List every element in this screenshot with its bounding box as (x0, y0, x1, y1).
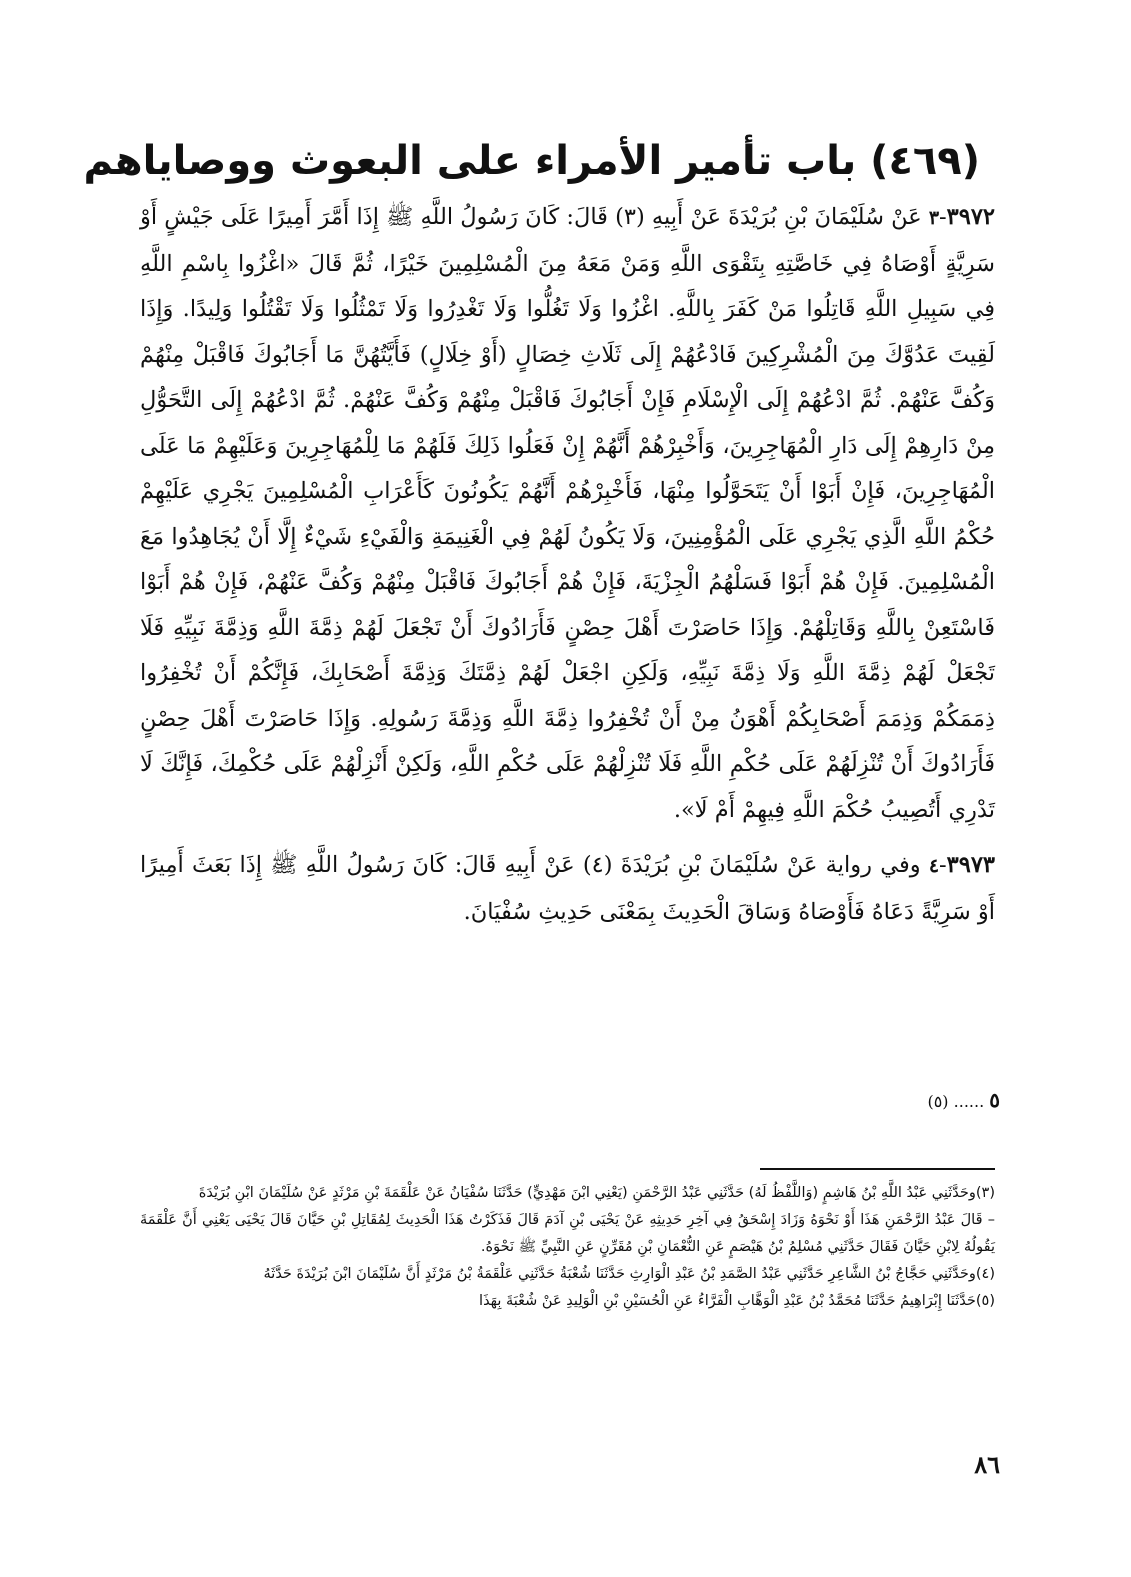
chapter-title: (٤٦٩) باب تأمير الأمراء على البعوث ووصاياهم (83, 137, 980, 184)
hadith-3972 (140, 195, 995, 833)
hadith-number: ٣٩٧٣ (946, 852, 995, 878)
main-text (140, 195, 995, 941)
continuation-dots: ...... (953, 1092, 985, 1111)
continuation-marker (820, 1085, 1000, 1117)
continuation-note-ref: (٥) (927, 1092, 949, 1111)
footnote: – قَالَ عَبْدُ الرَّحْمَنِ هَذَا أَوْ نَحْوَهُ وَزَادَ إِسْحَقُ فِي آخِرِ حَدِيثِهِ عَنْ يَحْيَى بْنِ آدَمَ قَالَ فَذَكَرْتُ هَذَا الْحَدِيثَ لِمُقَاتِلِ بْنِ حَيَّانَ قَالَ يَحْيَى يَعْنِي أَنَّ عَلْقَمَةَ يَقُولُهُ لِابْنِ حَيَّانَ فَقَالَ حَدَّثَنِي مُسْلِمُ بْنُ هَيْصَمٍ عَنِ النُّعْمَانِ بْنِ مُقَرِّنٍ عَنِ النَّبِيِّ ﷺ نَحْوَهُ. (140, 1212, 995, 1255)
hadith-3973 (140, 843, 995, 935)
dash: - (939, 204, 947, 230)
dash: - (939, 852, 947, 878)
footnote: (٤)وحَدَّثَنِي حَجَّاجُ بْنُ الشَّاعِرِ حَدَّثَنِي عَبْدُ الصَّمَدِ بْنُ عَبْدِ الْوَارِثِ حَدَّثَنَا شُعْبَةُ حَدَّثَنِي عَلْقَمَةُ بْنُ مَرْثَدٍ أَنَّ سُلَيْمَانَ ابْنَ بُرَيْدَةَ حَدَّثَهُ (263, 1266, 995, 1282)
hadith-text: عَنْ سُلَيْمَانَ بْنِ بُرَيْدَةَ عَنْ أَبِيهِ (٣) قَالَ: كَانَ رَسُولُ اللَّهِ ﷺ إِذَا أَمَّرَ أَمِيرًا عَلَى جَيْشٍ أَوْ سَرِيَّةٍ أَوْصَاهُ فِي خَاصَّتِهِ بِتَقْوَى اللَّهِ وَمَنْ مَعَهُ مِنَ الْمُسْلِمِينَ خَيْرًا، ثُمَّ قَالَ «اغْزُوا بِاسْمِ اللَّهِ فِي سَبِيلِ اللَّهِ قَاتِلُوا مَنْ كَفَرَ بِاللَّهِ. اغْزُوا وَلَا تَغُلُّوا وَلَا تَغْدِرُوا وَلَا تَمْثُلُوا وَلَا تَقْتُلُوا وَلِيدًا. وَإِذَا لَقِيتَ عَدُوَّكَ مِنَ الْمُشْرِكِينَ فَادْعُهُمْ إِلَى ثَلَاثِ خِصَالٍ (أَوْ خِلَالٍ) فَأَيَّتُهُنَّ مَا أَجَابُوكَ فَاقْبَلْ مِنْهُمْ وَكُفَّ عَنْهُمْ. ثُمَّ ادْعُهُمْ إِلَى الْإِسْلَامِ فَإِنْ أَجَابُوكَ فَاقْبَلْ مِنْهُمْ وَكُفَّ عَنْهُمْ. ثُمَّ ادْعُهُمْ إِلَى التَّحَوُّلِ مِنْ دَارِهِمْ إِلَى دَارِ الْمُهَاجِرِينَ، وَأَخْبِرْهُمْ أَنَّهُمْ إِنْ فَعَلُوا ذَلِكَ فَلَهُمْ مَا لِلْمُهَاجِرِينَ وَعَلَيْهِمْ مَا عَلَى الْمُهَاجِرِينَ، فَإِنْ أَبَوْا أَنْ يَتَحَوَّلُوا مِنْهَا، فَأَخْبِرْهُمْ أَنَّهُمْ يَكُونُونَ كَأَعْرَابِ الْمُسْلِمِينَ يَجْرِي عَلَيْهِمْ حُكْمُ اللَّهِ الَّذِي يَجْرِي عَلَى الْمُؤْمِنِينَ، وَلَا يَكُونُ لَهُمْ فِي الْغَنِيمَةِ وَالْفَيْءِ شَيْءٌ إِلَّا أَنْ يُجَاهِدُوا مَعَ الْمُسْلِمِينَ. فَإِنْ هُمْ أَبَوْا فَسَلْهُمُ الْجِزْيَةَ، فَإِنْ هُمْ أَجَابُوكَ فَاقْبَلْ مِنْهُمْ وَكُفَّ عَنْهُمْ، فَإِنْ هُمْ أَبَوْا فَاسْتَعِنْ بِاللَّهِ وَقَاتِلْهُمْ. وَإِذَا حَاصَرْتَ أَهْلَ حِصْنٍ فَأَرَادُوكَ أَنْ تَجْعَلَ لَهُمْ ذِمَّةَ اللَّهِ وَذِمَّةَ نَبِيِّهِ فَلَا تَجْعَلْ لَهُمْ ذِمَّةَ اللَّهِ وَلَا ذِمَّةَ نَبِيِّهِ، وَلَكِنِ اجْعَلْ لَهُمْ ذِمَّتَكَ وَذِمَّةَ أَصْحَابِكَ، فَإِنَّكُمْ أَنْ تُخْفِرُوا ذِمَمَكُمْ وَذِمَمَ أَصْحَابِكُمْ أَهْوَنُ مِنْ أَنْ تُخْفِرُوا ذِمَّةَ اللَّهِ وَذِمَّةَ رَسُولِهِ. وَإِذَا حَاصَرْتَ أَهْلَ حِصْنٍ فَأَرَادُوكَ أَنْ تُنْزِلَهُمْ عَلَى حُكْمِ اللَّهِ فَلَا تُنْزِلْهُمْ عَلَى حُكْمِ اللَّهِ، وَلَكِنْ أَنْزِلْهُمْ عَلَى حُكْمِكَ، فَإِنَّكَ لَا تَدْرِي أَتُصِيبُ حُكْمَ اللَّهِ فِيهِمْ أَمْ لَا». (140, 204, 995, 823)
footnotes (140, 1180, 995, 1315)
hadith-marker: ٤ (928, 855, 940, 877)
footnote: (٥)حَدَّثَنَا إِبْرَاهِيمُ حَدَّثَنَا مُحَمَّدُ بْنُ عَبْدِ الْوَهَّابِ الْفَرَّاءُ عَنِ الْحُسَيْنِ بْنِ الْوَلِيدِ عَنْ شُعْبَةَ بِهَذَا (479, 1293, 995, 1309)
hadith-text: وفي رواية عَنْ سُلَيْمَانَ بْنِ بُرَيْدَةَ (٤) عَنْ أَبِيهِ قَالَ: كَانَ رَسُولُ اللَّهِ ﷺ إِذَا بَعَثَ أَمِيرًا أَوْ سَرِيَّةً دَعَاهُ فَأَوْصَاهُ وَسَاقَ الْحَدِيثَ بِمَعْنَى حَدِيثِ سُفْيَانَ. (140, 852, 995, 925)
page-number: ٨٦ (974, 1450, 1000, 1479)
continuation-fraction: ٥ (989, 1088, 1000, 1112)
footnote: (٣)وحَدَّثَنِي عَبْدُ اللَّهِ بْنُ هَاشِمٍ (وَاللَّفْظُ لَهُ) حَدَّثَنِي عَبْدُ الرَّحْمَنِ (يَعْنِي ابْنَ مَهْدِيٍّ) حَدَّثَنَا سُفْيَانُ عَنْ عَلْقَمَةَ بْنِ مَرْثَدٍ عَنْ سُلَيْمَانَ ابْنِ بُرَيْدَةَ (198, 1185, 995, 1201)
hadith-marker: ٣ (928, 207, 940, 229)
footnote-divider (760, 1168, 995, 1170)
hadith-number: ٣٩٧٢ (946, 204, 995, 230)
